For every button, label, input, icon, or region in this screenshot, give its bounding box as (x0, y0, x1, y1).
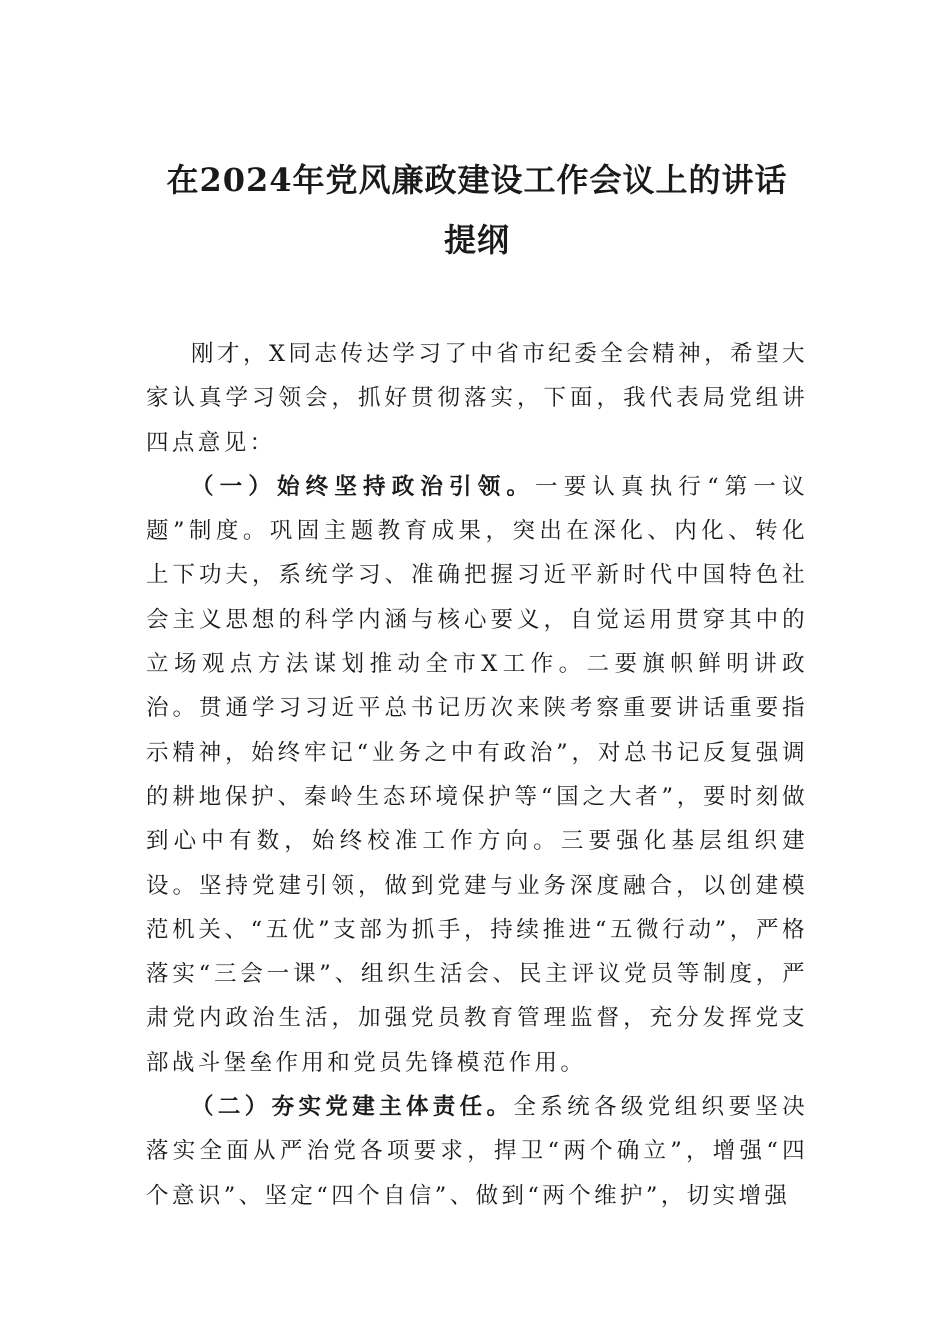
document-title (146, 150, 808, 270)
section-1-paragraph (146, 465, 808, 1085)
section-2-heading: （二）夯实党建主体责任。 (191, 1094, 514, 1121)
document-body (146, 332, 808, 1218)
section-1-body: 一要认真执行“第一议题”制度。巩固主题教育成果，突出在深化、内化、转化上下功夫，系统学习、准确把握习近平新时代中国特色社会主义思想的科学内涵与核心要义，自觉运用贯穿其中的立场观点方法谋划推动全市X工作。二要旗帜鲜明讲政治。贯通学习习近平总书记历次来陕考察重要讲话重要指示精神，始终牢记“业务之中有政治”，对总书记反复强调的耕地保护、秦岭生态环境保护等“国之大者”，要时刻做到心中有数，始终校准工作方向。三要强化基层组织建设。坚持党建引领，做到党建与业务深度融合，以创建模范机关、“五优”支部为抓手，持续推进“五微行动”，严格落实“三会一课”、组织生活会、民主评议党员等制度，严肃党内政治生活，加强党员教育管理监督，充分发挥党支部战斗堡垒作用和党员先锋模范作用。 (146, 473, 808, 1076)
title-line-1: 在2024年党风廉政建设工作会议上的讲话 (166, 161, 788, 199)
intro-paragraph: 刚才，X同志传达学习了中省市纪委全会精神，希望大家认真学习领会，抓好贯彻落实，下面，我代表局党组讲四点意见： (146, 341, 808, 456)
section-2-body: 全系统各级党组织要坚决落实全面从严治党各项要求，捍卫“两个确立”，增强“四个意识”、坚定“四个自信”、做到“两个维护”，切实增强 (146, 1094, 808, 1209)
title-line-2: 提纲 (443, 221, 510, 259)
document-page (146, 150, 808, 1218)
section-2-paragraph (146, 1085, 808, 1218)
section-1-heading: （一）始终坚持政治引领。 (191, 473, 536, 500)
